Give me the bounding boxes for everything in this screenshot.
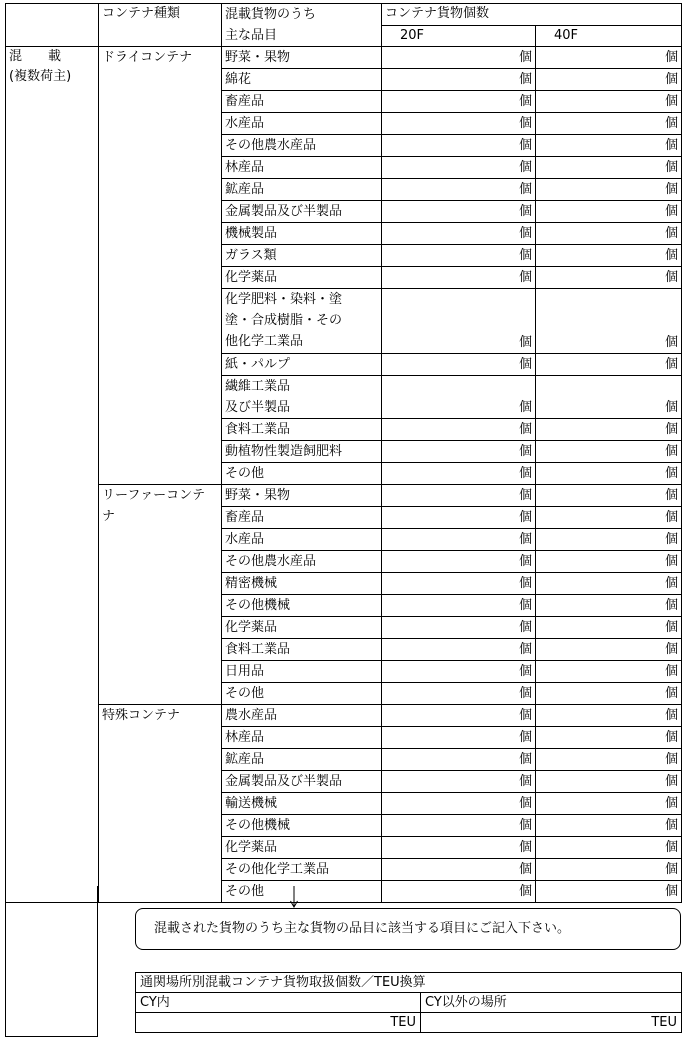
item-name xyxy=(222,157,382,179)
item-name xyxy=(222,771,382,793)
count-20f-cell[interactable]: 個 xyxy=(382,485,536,507)
header-40f: 40F xyxy=(536,25,682,47)
count-40f-cell[interactable]: 個 xyxy=(536,727,682,749)
count-40f-cell[interactable]: 個 xyxy=(536,157,682,179)
item-name-line: その他機械 xyxy=(225,818,291,834)
count-20f-cell[interactable]: 個 xyxy=(382,573,536,595)
item-name xyxy=(222,705,382,727)
item-name xyxy=(222,639,382,661)
count-40f-cell[interactable]: 個 xyxy=(536,837,682,859)
count-40f-cell[interactable]: 個 xyxy=(536,881,682,903)
container-type-1: リーファーコンテナ xyxy=(99,485,222,705)
container-count-table xyxy=(5,3,682,903)
item-name-line: ガラス類 xyxy=(225,248,277,263)
item-name xyxy=(222,661,382,683)
item-name xyxy=(222,419,382,441)
count-20f-cell[interactable]: 個 xyxy=(382,815,536,837)
item-name xyxy=(222,727,382,749)
item-name xyxy=(222,47,382,69)
count-40f-cell[interactable]: 個 xyxy=(536,135,682,157)
item-name xyxy=(222,463,382,485)
item-name-line: 輸送機械 xyxy=(225,796,278,812)
item-name-line: 鉱産品 xyxy=(225,752,265,768)
item-name xyxy=(222,683,382,705)
item-name xyxy=(222,617,382,639)
row-label-line1: 混 載 xyxy=(9,49,62,64)
count-20f-cell[interactable]: 個 xyxy=(382,661,536,683)
item-name xyxy=(222,837,382,859)
count-40f-cell[interactable]: 個 xyxy=(536,179,682,201)
count-40f-cell[interactable]: 個 xyxy=(536,617,682,639)
count-20f-cell[interactable]: 個 xyxy=(382,837,536,859)
item-name xyxy=(222,353,382,375)
table-row xyxy=(6,47,682,69)
count-40f-cell[interactable]: 個 xyxy=(536,485,682,507)
count-20f-cell[interactable]: 個 xyxy=(382,595,536,617)
item-name-line: 及び半製品 xyxy=(225,399,291,415)
header-blank xyxy=(6,4,99,47)
count-40f-cell[interactable]: 個 xyxy=(536,91,682,113)
count-40f-cell[interactable]: 個 xyxy=(536,529,682,551)
count-40f-cell[interactable]: 個 xyxy=(536,815,682,837)
item-name-line: その他化学工業品 xyxy=(225,862,330,878)
item-name-line: 塗・合成樹脂・その xyxy=(225,313,343,328)
count-40f-cell[interactable]: 個 xyxy=(536,639,682,661)
count-20f-cell[interactable]: 個 xyxy=(382,749,536,771)
item-name-line: 水産品 xyxy=(225,116,265,131)
count-40f-cell[interactable]: 個 xyxy=(536,201,682,223)
item-name-line: 動植物性製造飼肥料 xyxy=(225,444,343,460)
item-name xyxy=(222,289,382,354)
count-40f-cell[interactable]: 個 xyxy=(536,771,682,793)
row-label-mixed-load xyxy=(6,47,99,903)
teu-title: 通関場所別混載コンテナ貨物取扱個数／TEU換算 xyxy=(136,973,682,993)
header-20f: 20F xyxy=(382,25,536,47)
item-name-line: 金属製品及び半製品 xyxy=(225,774,343,790)
item-name-line: 日用品 xyxy=(225,664,265,680)
item-name xyxy=(222,113,382,135)
item-name-line: 他化学工業品 xyxy=(225,334,304,349)
item-name-line: 化学肥料・染料・塗 xyxy=(225,292,343,307)
count-20f-cell[interactable]: 個 xyxy=(382,91,536,113)
container-type-0: ドライコンテナ xyxy=(99,47,222,485)
count-20f-cell[interactable]: 個 xyxy=(382,245,536,267)
count-40f-cell[interactable]: 個 xyxy=(536,859,682,881)
item-name-line: 化学薬品 xyxy=(225,620,278,636)
header-main-item xyxy=(222,4,382,47)
item-name-line: 精密機械 xyxy=(225,576,278,592)
cy-in-label: CY内 xyxy=(136,993,421,1013)
item-name-line: 繊維工業品 xyxy=(225,378,291,394)
item-name-line: 畜産品 xyxy=(225,94,265,109)
count-20f-cell[interactable]: 個 xyxy=(382,157,536,179)
count-40f-cell[interactable]: 個 xyxy=(536,375,682,419)
count-40f-cell[interactable]: 個 xyxy=(536,47,682,69)
count-40f-cell[interactable]: 個 xyxy=(536,793,682,815)
item-name xyxy=(222,135,382,157)
count-40f-cell[interactable]: 個 xyxy=(536,441,682,463)
count-20f-cell[interactable]: 個 xyxy=(382,375,536,419)
arrow-down-icon xyxy=(289,886,299,908)
item-name-line: その他農水産品 xyxy=(225,554,317,570)
item-name xyxy=(222,245,382,267)
item-name xyxy=(222,179,382,201)
count-20f-cell[interactable]: 個 xyxy=(382,419,536,441)
count-20f-cell[interactable]: 個 xyxy=(382,289,536,354)
item-name xyxy=(222,749,382,771)
count-40f-cell[interactable]: 個 xyxy=(536,507,682,529)
count-40f-cell[interactable]: 個 xyxy=(536,551,682,573)
count-20f-cell[interactable]: 個 xyxy=(382,441,536,463)
count-20f-cell[interactable]: 個 xyxy=(382,551,536,573)
teu-table xyxy=(135,972,682,1033)
header-container-count: コンテナ貨物個数 xyxy=(382,4,682,26)
count-40f-cell[interactable]: 個 xyxy=(536,223,682,245)
item-name xyxy=(222,267,382,289)
count-20f-cell[interactable]: 個 xyxy=(382,69,536,91)
count-20f-cell[interactable]: 個 xyxy=(382,135,536,157)
cy-in-teu[interactable]: TEU xyxy=(136,1013,421,1033)
count-20f-cell[interactable]: 個 xyxy=(382,771,536,793)
count-20f-cell[interactable]: 個 xyxy=(382,859,536,881)
header-main-item-line2: 主な品目 xyxy=(225,28,278,43)
item-name xyxy=(222,551,382,573)
row-label-continuation xyxy=(5,886,98,1037)
count-20f-cell[interactable]: 個 xyxy=(382,639,536,661)
count-20f-cell[interactable]: 個 xyxy=(382,727,536,749)
cy-out-label: CY以外の場所 xyxy=(421,993,682,1013)
item-name-line: その他 xyxy=(225,686,265,702)
item-name-line: 野菜・果物 xyxy=(225,488,291,504)
count-20f-cell[interactable]: 個 xyxy=(382,793,536,815)
item-name xyxy=(222,485,382,507)
item-name-line: その他 xyxy=(225,884,265,900)
count-40f-cell[interactable]: 個 xyxy=(536,245,682,267)
count-20f-cell[interactable]: 個 xyxy=(382,617,536,639)
item-name-line: その他 xyxy=(225,466,265,482)
count-40f-cell[interactable]: 個 xyxy=(536,749,682,771)
count-20f-cell[interactable]: 個 xyxy=(382,881,536,903)
item-name-line: 林産品 xyxy=(225,730,265,746)
item-name xyxy=(222,375,382,419)
count-20f-cell[interactable]: 個 xyxy=(382,47,536,69)
item-name-line: 綿花 xyxy=(225,72,252,87)
count-40f-cell[interactable]: 個 xyxy=(536,705,682,727)
item-name xyxy=(222,881,382,903)
count-20f-cell[interactable]: 個 xyxy=(382,683,536,705)
item-name xyxy=(222,441,382,463)
item-name-line: 食料工業品 xyxy=(225,422,291,438)
row-label-line2: (複数荷主) xyxy=(9,69,72,84)
count-20f-cell[interactable]: 個 xyxy=(382,113,536,135)
count-40f-cell[interactable]: 個 xyxy=(536,661,682,683)
item-name-line: 鉱産品 xyxy=(225,182,265,197)
cy-out-teu[interactable]: TEU xyxy=(421,1013,682,1033)
item-name-line: 農水産品 xyxy=(225,708,278,724)
table-row xyxy=(6,705,682,727)
item-name-line: 化学薬品 xyxy=(225,840,278,856)
count-20f-cell[interactable]: 個 xyxy=(382,507,536,529)
count-20f-cell[interactable]: 個 xyxy=(382,267,536,289)
count-40f-cell[interactable]: 個 xyxy=(536,419,682,441)
item-name-line: 野菜・果物 xyxy=(225,50,291,65)
item-name-line: 機械製品 xyxy=(225,226,278,241)
item-name xyxy=(222,815,382,837)
item-name-line: その他農水産品 xyxy=(225,138,317,153)
header-main-item-line1: 混載貨物のうち xyxy=(225,7,317,22)
count-20f-cell[interactable]: 個 xyxy=(382,179,536,201)
count-40f-cell[interactable]: 個 xyxy=(536,573,682,595)
count-40f-cell[interactable]: 個 xyxy=(536,267,682,289)
header-container-type: コンテナ種類 xyxy=(99,4,222,47)
item-name-line: その他機械 xyxy=(225,598,291,614)
count-20f-cell[interactable]: 個 xyxy=(382,463,536,485)
item-name xyxy=(222,793,382,815)
table-row xyxy=(6,485,682,507)
item-name xyxy=(222,507,382,529)
item-name xyxy=(222,595,382,617)
item-name xyxy=(222,529,382,551)
item-name-line: 紙・パルプ xyxy=(225,356,291,372)
count-40f-cell[interactable]: 個 xyxy=(536,113,682,135)
item-name xyxy=(222,91,382,113)
item-name xyxy=(222,223,382,245)
count-40f-cell[interactable]: 個 xyxy=(536,595,682,617)
item-name-line: 食料工業品 xyxy=(225,642,291,658)
item-name xyxy=(222,573,382,595)
count-20f-cell[interactable]: 個 xyxy=(382,529,536,551)
item-name xyxy=(222,859,382,881)
item-name-line: 畜産品 xyxy=(225,510,265,526)
item-name-line: 水産品 xyxy=(225,532,265,548)
count-40f-cell[interactable]: 個 xyxy=(536,683,682,705)
instruction-note: 混載された貨物のうち主な貨物の品目に該当する項目にご記入下さい。 xyxy=(135,908,681,950)
item-name xyxy=(222,201,382,223)
count-20f-cell[interactable]: 個 xyxy=(382,353,536,375)
item-name-line: 林産品 xyxy=(225,160,265,175)
container-type-2: 特殊コンテナ xyxy=(99,705,222,903)
count-40f-cell[interactable]: 個 xyxy=(536,353,682,375)
count-20f-cell[interactable]: 個 xyxy=(382,705,536,727)
count-40f-cell[interactable]: 個 xyxy=(536,289,682,354)
count-40f-cell[interactable]: 個 xyxy=(536,463,682,485)
count-20f-cell[interactable]: 個 xyxy=(382,223,536,245)
item-name xyxy=(222,69,382,91)
item-name-line: 化学薬品 xyxy=(225,270,278,285)
count-20f-cell[interactable]: 個 xyxy=(382,201,536,223)
count-40f-cell[interactable]: 個 xyxy=(536,69,682,91)
item-name-line: 金属製品及び半製品 xyxy=(225,204,343,219)
